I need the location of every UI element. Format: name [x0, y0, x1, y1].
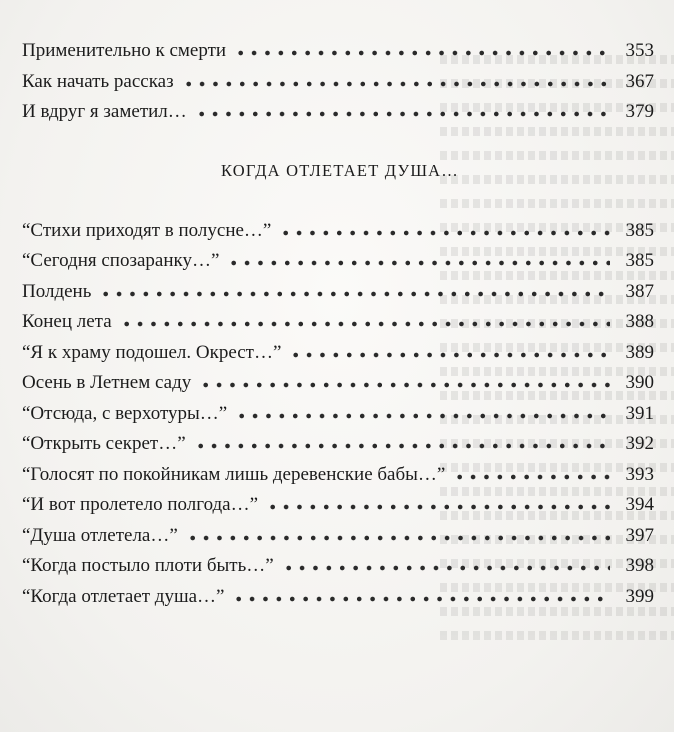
toc-entry-title: “Сегодня спозаранку…” [22, 250, 220, 271]
dot-leader [235, 413, 610, 419]
toc-entry-title: “Когда отлетает душа…” [22, 585, 225, 607]
toc-entry [22, 338, 654, 369]
toc-entry-title: “Отсюда, с верхотуры…” [22, 402, 228, 424]
toc-entry [22, 582, 654, 613]
toc-entry-title: Осень в Летнем саду [22, 372, 192, 393]
toc-entry-page-number: 379 [625, 101, 654, 122]
toc-entry-page-number: 393 [625, 463, 654, 485]
toc-entry-page-number: 397 [625, 524, 654, 546]
dot-leader [186, 535, 610, 541]
toc-entry [22, 277, 654, 308]
dot-leader [194, 443, 610, 449]
toc-entry [22, 368, 654, 399]
table-of-contents [22, 36, 654, 612]
dot-leader [120, 321, 610, 327]
toc-entry-page-number: 398 [625, 555, 654, 576]
toc-entry-page-number: 394 [625, 494, 654, 515]
dot-leader [232, 596, 610, 602]
dot-leader [195, 111, 610, 117]
dot-leader [182, 81, 610, 87]
toc-entry-page-number: 390 [625, 372, 654, 393]
toc-entry [22, 246, 654, 277]
toc-entry-title: Полдень [22, 280, 92, 302]
toc-entry [22, 521, 654, 552]
toc-entry-title: И вдруг я заметил… [22, 101, 187, 122]
toc-section-top [22, 36, 654, 128]
toc-entry-page-number: 392 [625, 433, 654, 454]
toc-entry-title: Конец лета [22, 311, 112, 332]
toc-entry [22, 551, 654, 582]
toc-entry [22, 307, 654, 338]
toc-entry [22, 490, 654, 521]
toc-entry [22, 67, 654, 98]
toc-entry-page-number: 387 [625, 280, 654, 302]
toc-section-main [22, 216, 654, 613]
toc-entry [22, 216, 654, 247]
dot-leader [99, 291, 610, 297]
dot-leader [279, 230, 610, 236]
toc-entry [22, 460, 654, 491]
toc-entry-page-number: 385 [625, 250, 654, 271]
dot-leader [227, 260, 610, 266]
toc-entry-title: Как начать рассказ [22, 70, 174, 92]
toc-entry [22, 97, 654, 128]
toc-entry [22, 36, 654, 67]
toc-entry-page-number: 391 [625, 402, 654, 424]
dot-leader [282, 565, 610, 571]
dot-leader [266, 504, 610, 510]
toc-entry-title: “Стихи приходят в полусне…” [22, 219, 272, 241]
dot-leader [289, 352, 610, 358]
toc-entry-page-number: 385 [625, 219, 654, 241]
toc-entry-title: “Голосят по покойникам лишь деревенские бабы…” [22, 463, 446, 485]
dot-leader [234, 50, 610, 56]
toc-entry [22, 429, 654, 460]
toc-entry-page-number: 353 [625, 40, 654, 61]
toc-entry-title: “И вот пролетело полгода…” [22, 494, 259, 515]
toc-entry [22, 399, 654, 430]
dot-leader [453, 474, 610, 480]
toc-entry-title: “Душа отлетела…” [22, 524, 178, 546]
toc-entry-title: Применительно к смерти [22, 40, 227, 61]
toc-entry-page-number: 389 [625, 341, 654, 363]
toc-entry-page-number: 367 [625, 70, 654, 92]
toc-entry-title: “Когда постыло плоти быть…” [22, 555, 274, 576]
toc-entry-page-number: 399 [625, 585, 654, 607]
section-heading: КОГДА ОТЛЕТАЕТ ДУША… [221, 160, 459, 180]
toc-entry-page-number: 388 [625, 311, 654, 332]
dot-leader [199, 382, 610, 388]
toc-entry-title: “Я к храму подошел. Окрест…” [22, 341, 282, 363]
toc-entry-title: “Открыть секрет…” [22, 433, 186, 454]
